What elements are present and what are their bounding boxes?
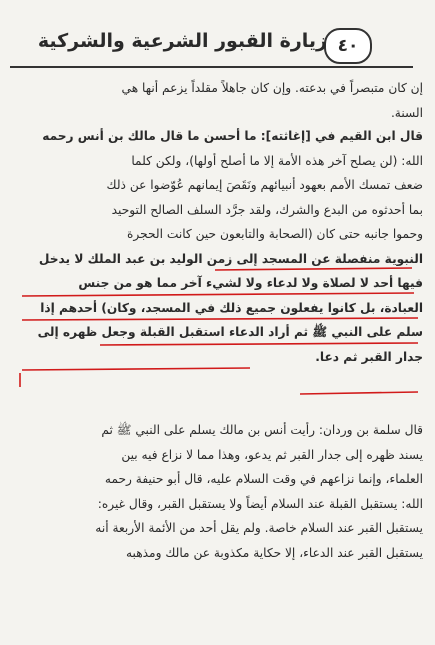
text-line: النبوية منفصلة عن المسجد إلى زمن الوليد بن عبد الملك لا يدخل <box>38 251 423 266</box>
page-header <box>6 28 429 66</box>
text-line: فيها أحد لا لصلاة ولا لدعاء ولا لشيء آخر مما هو من جنس <box>78 276 423 290</box>
paragraph-2 <box>18 124 423 369</box>
text-line: الله: يستقبل القبلة عند السلام أيضاً ولا يستقبل القبر، وقال غيره: <box>97 496 423 511</box>
text-line: قال سلمة بن وردان: رأيت أنس بن مالك يسلم على النبي ﷺ ثم <box>101 423 423 437</box>
text-line: سلم على النبي ﷺ ثم أراد الدعاء استقبل القبلة وجعل ظهره إلى <box>37 325 423 339</box>
red-underline <box>300 392 418 394</box>
text-line: السنة. <box>390 105 423 120</box>
text-line: جدار القبر ثم دعا. <box>315 349 423 364</box>
text-line: ضعف تمسك الأمم بعهود أنبيائهم ونَقَصَ إيمانهم عُوّضوا عن ذلك <box>106 178 423 192</box>
text-line: يستقبل القبر عند الدعاء، إلا حكاية مكذوبة عن مالك ومذهبه <box>126 545 423 560</box>
paragraph-3 <box>18 418 423 565</box>
text-line: بما أحدثوه من البدع والشرك، ولقد جرَّد السلف الصالح التوحيد <box>111 202 423 217</box>
running-title: زيارة القبور الشرعية والشركية <box>37 30 327 52</box>
text-line: قال ابن القيم في [إغاثته]: ما أحسن ما قال مالك بن أنس رحمه <box>42 129 423 143</box>
text-line: وحموا جانبه حتى كان (الصحابة والتابعون حين كانت الحجرة <box>127 227 423 241</box>
text-line: العبادة، بل كانوا يفعلون جميع ذلك في المسجد، وكان) أحدهم إذا <box>40 300 423 315</box>
header-rule <box>10 66 413 68</box>
text-line: العلماء، وإنما نزاعهم في وقت السلام عليه، قال أبو حنيفة رحمه <box>104 472 423 486</box>
text-line: يستقبل القبر عند السلام خاصة. ولم يقل أحد من الأئمة الأربعة أنه <box>95 521 423 535</box>
text-line: إن كان متبصراً في بدعته. وإن كان جاهلاً مقلداً يزعم أنها هي <box>121 81 423 95</box>
paragraph-1 <box>18 76 423 125</box>
text-line: يسند ظهره إلى جدار القبر ثم يدعو، وهذا مما لا نزاع فيه بين <box>121 447 423 462</box>
page-number: ٤٠ <box>324 28 372 64</box>
text-line: الله: (لن يصلح آخر هذه الأمة إلا ما أصلح أولها)، ولكن كلما <box>131 153 423 168</box>
